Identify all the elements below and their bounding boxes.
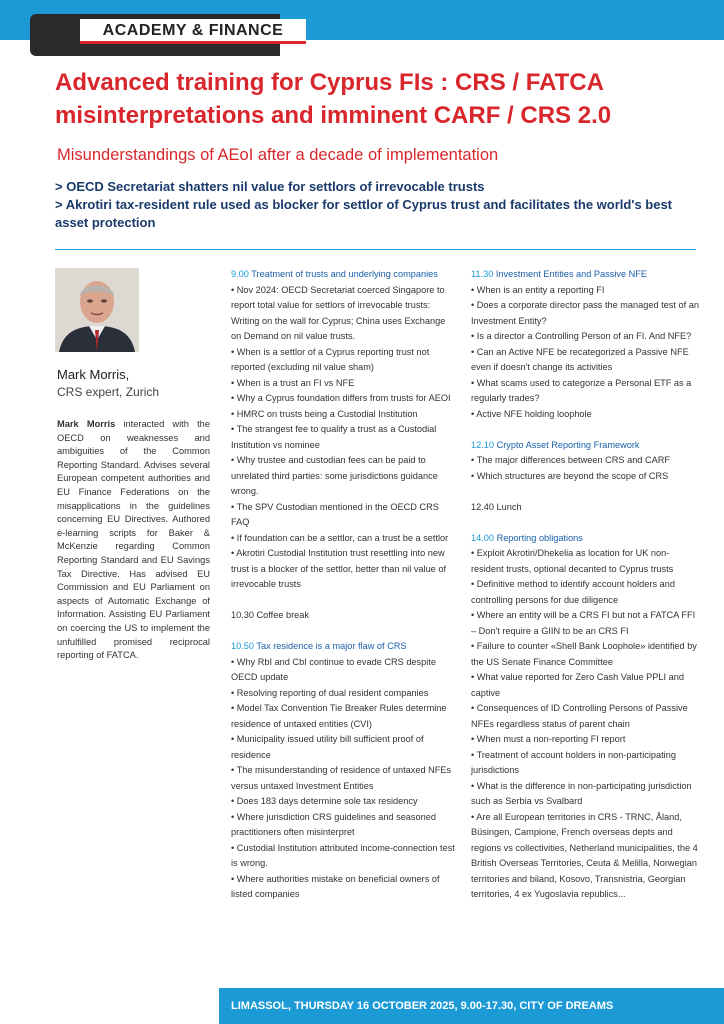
session-title: Crypto Asset Reporting Framework: [496, 439, 640, 450]
list-item: • Are all European territories in CRS - TRNC, Åland, Büsingen, Campione, French overseas depts and regions vs collectivities, Netherland municipalities, the 4 British Overseas Territories, Ceuta & Melilla, Norwegian territories and biland, Kosovo, Transnistria, Georgian territories, 4 ex Yugoslavia republics...: [471, 811, 698, 899]
list-item: • Does a corporate director pass the managed test of an Investment Entity?: [471, 300, 699, 326]
list-item: • Treatment of account holders in non-participating jurisdictions: [471, 749, 676, 775]
highlights: [55, 178, 695, 232]
break-item: 12.40 Lunch: [471, 501, 522, 512]
session-title: Tax residence is a major flaw of CRS: [256, 641, 407, 651]
page-title: Advanced training for Cyprus FIs : CRS / FATCA misinterpretations and imminent CARF / CRS 2.0: [55, 69, 612, 129]
list-item: • When must a non-reporting FI report: [471, 734, 626, 744]
list-item: • Municipality issued utility bill sufficient proof of residence: [231, 734, 424, 760]
schedule-column-right: [471, 267, 701, 903]
brand-logo: [30, 14, 284, 56]
break-item: 10.30 Coffee break: [231, 610, 309, 620]
list-item: • Why a Cyprus foundation differs from trusts for AEOI: [231, 393, 451, 403]
list-item: • What value reported for Zero Cash Value PPLI and captive: [471, 672, 684, 698]
list-item: • The SPV Custodian mentioned in the OECD CRS FAQ: [231, 501, 439, 527]
brand-label: ACADEMY & FINANCE: [80, 19, 306, 44]
list-item: • When is a trust an FI vs NFE: [231, 377, 355, 388]
list-item: • Failure to counter «Shell Bank Loophole» identified by the US Senate Finance Committee: [471, 641, 697, 667]
session: [471, 267, 701, 422]
session-heading: [471, 438, 701, 454]
list-item: • The misunderstanding of residence of untaxed NFEs versus untaxed Investment Entities: [231, 765, 452, 791]
highlight-item: > Akrotiri tax-resident rule used as blocker for settlor of Cyprus trust and facilitates the world's best asset protection: [55, 197, 673, 230]
session-time: 9.00: [231, 269, 249, 279]
session: [231, 267, 456, 593]
session: [231, 639, 456, 903]
list-item: • Where an entity will be a CRS FI but not a FATCA FFI – Don't require a GIIN to be an CRS FI: [471, 610, 696, 636]
list-item: • Custodial Institution attributed income-connection test is wrong.: [231, 842, 455, 868]
session-time: 10.50: [231, 641, 254, 651]
highlight-item: > OECD Secretariat shatters nil value for settlors of irrevocable trusts: [55, 179, 485, 194]
list-item: • Exploit Akrotiri/Dhekelia as location for UK non-resident trusts, optional decanted to Cyprus trusts: [471, 548, 674, 574]
list-item: • When is a settlor of a Cyprus reporting trust not reported (excluding nil value sham): [231, 346, 430, 372]
session-title: Reporting obligations: [496, 532, 583, 543]
event-footer: LIMASSOL, THURSDAY 16 OCTOBER 2025, 9.00-17.30, CITY OF DREAMS: [219, 988, 724, 1024]
list-item: • Where jurisdiction CRS guidelines and seasoned practitioners often misinterpret: [231, 811, 436, 837]
schedule-column-mid: [231, 267, 456, 903]
bio-name: Mark Morris: [57, 419, 116, 429]
speaker-bio: [57, 418, 210, 663]
session-heading: [231, 639, 456, 655]
session-heading: [471, 531, 701, 547]
list-item: • Why trustee and custodian fees can be paid to unrelated third parties: some jurisdictions guidance wrong.: [231, 455, 438, 496]
list-item: • Akrotiri Custodial Institution trust resettling into new trust is a blocker of the settlor, better than nil value of irrevocable trusts: [231, 548, 446, 589]
list-item: • Does 183 days determine sole tax residency: [231, 796, 418, 806]
bio-text: interacted with the OECD on weaknesses and ambiguities of the Common Reporting Standard. Advises several European competent authorities and EU Finance Federations on the misapplications in the guidelines concerning EU Directives. Authored e-learning scripts for Baker & McKenzie regarding Common Reporting Standard and EU Savings Tax Directive. Has advised EU Commission and EU Parliament on aspects of Automatic Exchange of Information. Assisting EU Parliament on coercing the US to implement the unfulfilled promised reciprocal reporting of FATCA.: [57, 419, 210, 661]
session-time: 11.30: [471, 269, 494, 279]
session-heading: [231, 267, 456, 283]
list-item: • Model Tax Convention Tie Breaker Rules determine residence of untaxed entities (CVI): [231, 703, 447, 729]
list-item: • Active NFE holding loophole: [471, 408, 592, 419]
list-item: • Is a director a Controlling Person of an FI. And NFE?: [471, 331, 692, 341]
list-item: • What is the difference in non-participating jurisdiction such as Serbia vs Svalbard: [471, 780, 692, 806]
list-item: • Nov 2024: OECD Secretariat coerced Singapore to report total value for settlors of irrevocable trusts: Writing on the wall for Cyprus; China uses Exchange on Demand on nil value trusts.: [231, 284, 446, 341]
session: [471, 438, 701, 485]
session: [471, 531, 701, 903]
list-item: • The strangest fee to qualify a trust as a Custodial Institution vs nominee: [231, 424, 437, 450]
list-item: • If foundation can be a settlor, can a trust be a settlor: [231, 532, 449, 543]
session-title: Treatment of trusts and underlying companies: [251, 269, 438, 279]
speaker-role: CRS expert, Zurich: [57, 385, 160, 399]
page-subtitle: Misunderstandings of AEoI after a decade of implementation: [57, 146, 499, 164]
speaker-photo: [55, 268, 139, 352]
list-item: • What scams used to categorize a Personal ETF as a regularly trades?: [471, 377, 692, 403]
session-heading: [471, 267, 701, 283]
list-item: • Why RbI and CbI continue to evade CRS despite OECD update: [231, 656, 436, 682]
list-item: • Where authorities mistake on beneficial owners of listed companies: [231, 873, 440, 899]
speaker-name: Mark Morris,: [57, 367, 130, 382]
divider: [55, 249, 696, 250]
list-item: • When is an entity a reporting FI: [471, 284, 605, 295]
list-item: • Consequences of ID Controlling Persons of Passive NFEs regardless status of parent chain: [471, 703, 688, 729]
list-item: • Which structures are beyond the scope of CRS: [471, 470, 669, 481]
session-title: Investment Entities and Passive NFE: [495, 269, 648, 279]
session-time: 12.10: [471, 439, 494, 450]
list-item: • HMRC on trusts being a Custodial Institution: [231, 408, 418, 419]
list-item: • Can an Active NFE be recategorized a Passive NFE even if doesn't change its activities: [471, 346, 689, 372]
list-item: • The major differences between CRS and CARF: [471, 455, 670, 465]
list-item: • Resolving reporting of dual resident companies: [231, 687, 429, 698]
list-item: • Definitive method to identify account holders and controlling persons for due diligence: [471, 579, 675, 605]
session-time: 14.00: [471, 532, 494, 543]
